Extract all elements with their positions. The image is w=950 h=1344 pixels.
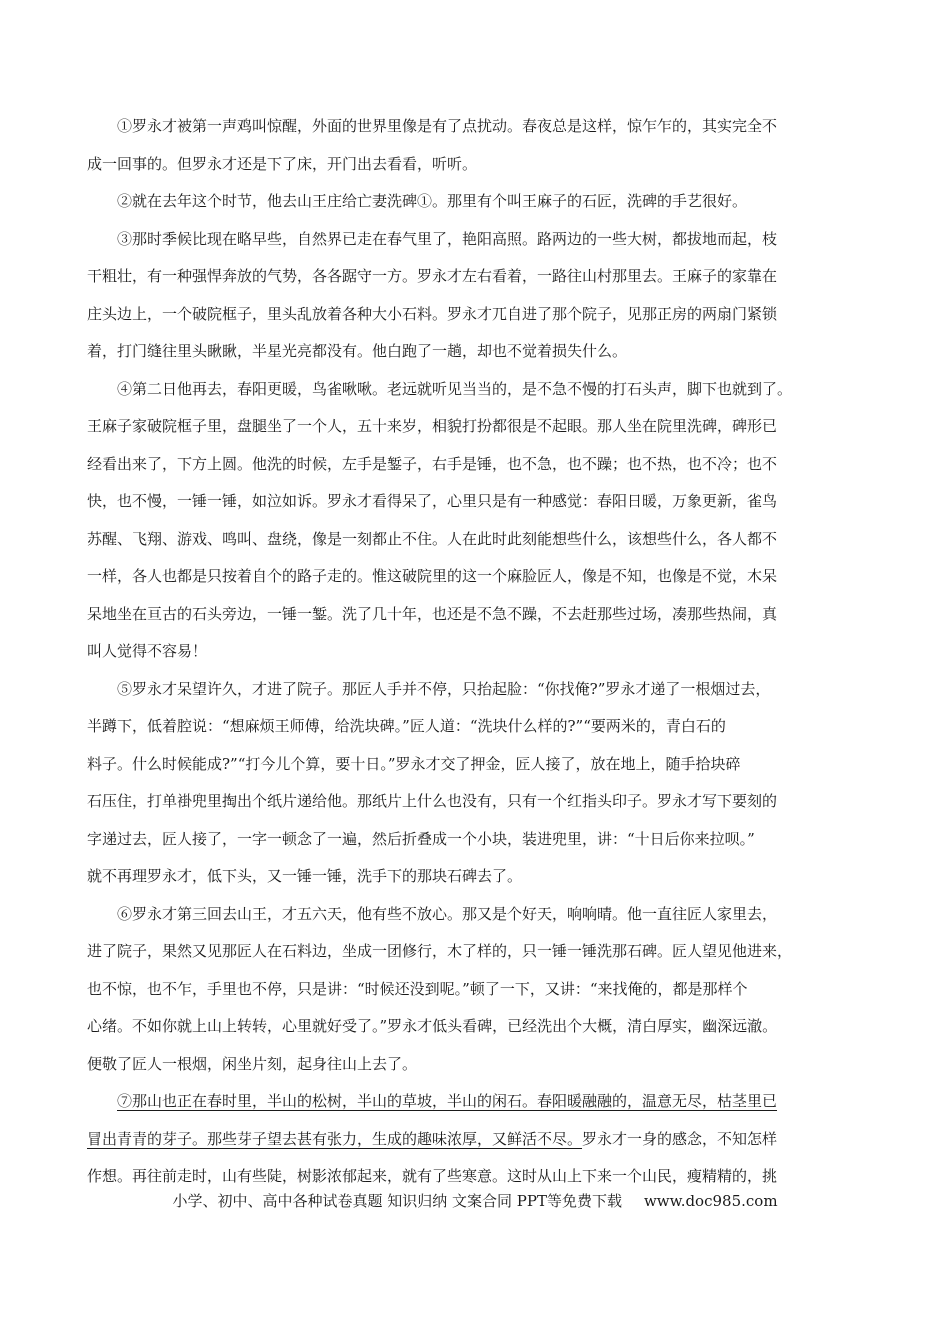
text-line: 一样，各人也都是只按着自个的路子走的。惟这破院里的这一个麻脸匠人，像是不知，也像是不觉，木呆 bbox=[87, 567, 778, 585]
text-line: 王麻子家破院框子里，盘腿坐了一个人，五十来岁，相貌打扮都很是不起眼。那人坐在院里洗碑，碑形已 bbox=[87, 417, 778, 435]
paragraph-6 bbox=[87, 896, 864, 1084]
text-line: 庄头边上，一个破院框子，里头乱放着各种大小石料。罗永才兀自进了那个院子，见那正房的两扇门紧锁 bbox=[87, 304, 778, 323]
paragraph-3 bbox=[87, 221, 864, 371]
text-line: 进了院子，果然又见那匠人在石料边，坐成一团修行，木了样的，只一锤一锤洗那石碑。匠人望见他进来， bbox=[87, 942, 793, 960]
page-footer bbox=[0, 1186, 950, 1216]
text-line: 石压住，打单褂兜里掏出个纸片递给他。那纸片上什么也没有，只有一个红指头印子。罗永才写下要刻的 bbox=[87, 792, 778, 810]
underlined-text: 冒出青青的芽子。那些芽子望去甚有张力，生成的趣味浓厚，又鲜活不尽。 bbox=[87, 1129, 583, 1148]
text-line bbox=[87, 1121, 864, 1159]
paragraph-1 bbox=[87, 108, 864, 183]
paragraph-5 bbox=[87, 671, 864, 896]
text-line: 呆地坐在亘古的石头旁边，一锤一錾。洗了几十年，也还是不急不躁，不去赶那些过场，凑那些热闹，真 bbox=[87, 604, 778, 623]
text-line: ⑥罗永才第三回去山王，才五六天，他有些不放心。那又是个好天，响响晴。他一直往匠人家里去， bbox=[117, 904, 778, 923]
text-line: 作想。再往前走时，山有些陡，树影浓郁起来，就有了些寒意。这时从山上下来一个山民，瘦精精的，挑 bbox=[87, 1167, 778, 1185]
text-line: 就不再理罗永才，低下头，又一锤一锤，洗手下的那块石碑去了。 bbox=[87, 867, 523, 885]
text-line: ②就在去年这个时节，他去山王庄给亡妻洗碑①。那里有个叫王麻子的石匠，洗碑的手艺很好。 bbox=[117, 192, 748, 210]
text-line: 半蹲下，低着腔说：“想麻烦王师傅，给洗块碑。”匠人道：“洗块什么样的?”“要两米的，青白石的 bbox=[87, 717, 726, 735]
text-line: 叫人觉得不容易！ bbox=[87, 642, 208, 660]
text-line: ①罗永才被第一声鸡叫惊醒，外面的世界里像是有了点扰动。春夜总是这样，惊乍乍的，其实完全不 bbox=[117, 117, 778, 135]
text-line: 料子。什么时候能成?”“打今儿个算，要十日。”罗永才交了押金，匠人接了，放在地上，随手拾块碎 bbox=[87, 754, 741, 773]
paragraph-4 bbox=[87, 371, 864, 671]
text-line bbox=[87, 1083, 864, 1121]
plain-text: 罗永才一身的感念，不知怎样 bbox=[582, 1129, 778, 1148]
text-line: 字递过去，匠人接了，一字一顿念了一遍，然后折叠成一个小块，装进兜里，讲：“十日后你来拉呗。” bbox=[87, 829, 755, 848]
text-line: ⑤罗永才呆望许久，才进了院子。那匠人手并不停，只抬起脸：“你找俺?”罗永才递了一根烟过去， bbox=[117, 679, 771, 698]
text-line: 快，也不慢，一锤一锤，如泣如诉。罗永才看得呆了，心里只是有一种感觉：春阳日暖，万象更新，雀鸟 bbox=[87, 492, 778, 510]
text-line: ③那时季候比现在略早些，自然界已走在春气里了，艳阳高照。路两边的一些大树，都拔地而起，枝 bbox=[117, 229, 778, 248]
text-line: ④第二日他再去，春阳更暖，鸟雀啾啾。老远就听见当当的，是不急不慢的打石头声，脚下也就到了。 bbox=[117, 379, 793, 398]
text-line: 成一回事的。但罗永才还是下了床，开门出去看看，听听。 bbox=[87, 154, 478, 173]
paragraph-2 bbox=[87, 183, 864, 221]
text-line: 干粗壮，有一种强悍奔放的气势，各各踞守一方。罗永才左右看着，一路往山村那里去。王麻子的家靠在 bbox=[87, 267, 778, 285]
text-line: 便敬了匠人一根烟，闲坐片刻，起身往山上去了。 bbox=[87, 1054, 418, 1073]
text-line: 也不惊，也不乍，手里也不停，只是讲：“时候还没到呢。”顿了一下，又讲：“来找俺的，都是那样个 bbox=[87, 979, 748, 998]
text-line: 苏醒、飞翔、游戏、鸣叫、盘绕，像是一刻都止不住。人在此时此刻能想些什么，该想些什么，各人都不 bbox=[87, 529, 778, 548]
footer-text: 小学、初中、高中各种试卷真题 知识归纳 文案合同 PPT等免费下载 bbox=[172, 1192, 622, 1210]
underlined-text: ⑦那山也正在春时里，半山的松树，半山的草坡，半山的闲石。春阳暖融融的，温意无尽，枯茎里已 bbox=[117, 1092, 778, 1110]
paragraph-7 bbox=[87, 1083, 864, 1196]
text-line: 心绪。不如你就上山上转转，心里就好受了。”罗永才低头看碑，已经洗出个大概，清白厚实，幽深远澈。 bbox=[87, 1017, 778, 1035]
text-line: 着，打门缝往里头瞅瞅，半星光亮都没有。他白跑了一趟，却也不觉着损失什么。 bbox=[87, 342, 628, 360]
footer-url: www.doc985.com bbox=[643, 1192, 778, 1210]
text-line: 经看出来了，下方上圆。他洗的时候，左手是錾子，右手是锤，也不急，也不躁；也不热，也不冷；也不 bbox=[87, 454, 778, 473]
